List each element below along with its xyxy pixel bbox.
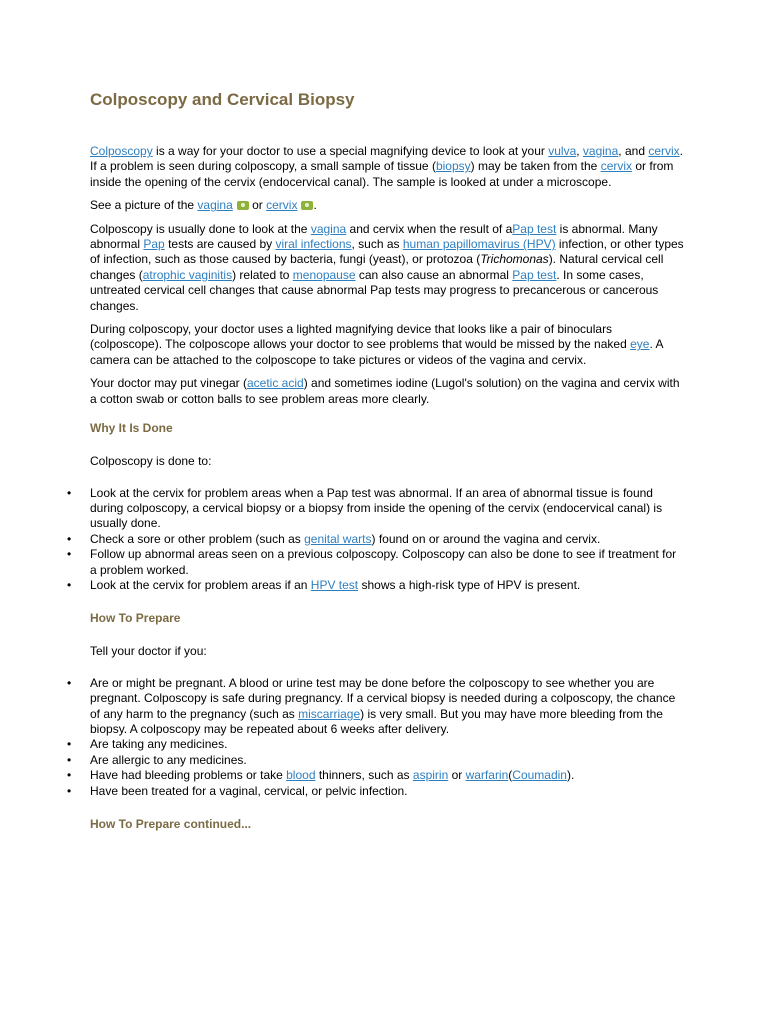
list-item: • Are allergic to any medicines. <box>90 753 686 768</box>
link-vulva[interactable]: vulva <box>548 144 577 158</box>
link-atrophic-vaginitis[interactable]: atrophic vaginitis <box>142 267 233 282</box>
link-viral-infections[interactable]: viral infections <box>275 237 352 252</box>
link-cervix[interactable]: cervix <box>648 144 680 158</box>
intro-paragraph: Colposcopy is a way for your doctor to use a special magnifying device to look at your vulva, vagina, and cervix. If a problem is seen during colposcopy, a small sample of tissue (biopsy) may be taken from the cervix or from inside the opening of the cervix (endocervical canal). The sample is looked at under a microscope. <box>90 144 684 189</box>
link-biopsy[interactable]: biopsy <box>435 159 471 174</box>
colposcope-paragraph: During colposcopy, your doctor uses a lighted magnifying device that looks like a pair of binoculars (colposcope). The colposcope allows your doctor to see problems that would be missed by the naked eye. A camera can be attached to the colposcope to take pictures or videos of the vagina and cervix. <box>90 322 663 367</box>
link-coumadin[interactable]: Coumadin <box>512 768 567 783</box>
section-heading-continued: How To Prepare continued... <box>90 817 252 831</box>
why-list <box>90 486 686 594</box>
link-hpv-test[interactable]: HPV test <box>310 577 359 592</box>
link-hpv[interactable]: human papillomavirus (HPV) <box>402 237 556 252</box>
camera-icon[interactable] <box>301 201 313 210</box>
link-vagina-picture[interactable]: vagina <box>197 198 233 213</box>
section-heading-prepare: How To Prepare <box>90 611 181 626</box>
list-item: • Are or might be pregnant. A blood or urine test may be done before the colposcopy to see whether you are pregnant. Colposcopy is safe during pregnancy. If a cervical biopsy is needed during a colposcopy, the chance of any harm to the pregnancy (such as miscarriage) is very small. But you may have more bleeding from the biopsy. A colposcopy may be repeated about 6 weeks after delivery. <box>90 676 686 738</box>
section-heading-why: Why It Is Done <box>90 421 173 436</box>
prepare-lead: Tell your doctor if you: <box>90 644 207 659</box>
link-genital-warts[interactable]: genital warts <box>304 531 372 546</box>
list-item: • Have been treated for a vaginal, cervical, or pelvic infection. <box>90 784 686 799</box>
link-acetic-acid[interactable]: acetic acid <box>246 376 304 391</box>
link-pap[interactable]: Pap <box>143 237 165 252</box>
link-pap-test[interactable]: Pap test <box>512 221 557 236</box>
link-miscarriage[interactable]: miscarriage <box>298 706 361 721</box>
why-lead: Colposcopy is done to: <box>90 454 212 469</box>
list-item: • Follow up abnormal areas seen on a previous colposcopy. Colposcopy can also be done to see if treatment for a problem worked. <box>90 547 686 578</box>
link-vagina-3[interactable]: vagina <box>310 221 347 236</box>
list-item: • Check a sore or other problem (such as genital warts) found on or around the vagina and cervix. <box>90 532 686 547</box>
prepare-list <box>90 676 686 799</box>
link-pap-test-2[interactable]: Pap test <box>512 267 557 282</box>
link-blood[interactable]: blood <box>286 768 316 783</box>
link-eye[interactable]: eye <box>630 337 650 352</box>
link-cervix-2[interactable]: cervix <box>600 159 633 174</box>
reasons-paragraph: Colposcopy is usually done to look at the vagina and cervix when the result of aPap test is abnormal. Many abnormal Pap tests are caused by viral infections, such as human papillomavirus (HPV) infection, or other types of infection, such as those caused by bacteria, fungi (yeast), or protozoa (Trichomonas). Natural cervical cell changes (atrophic vaginitis) related to menopause can also cause an abnormal Pap test. In some cases, untreated cervical cell changes that cause abnormal Pap tests may progress to precancerous or cancerous changes. <box>90 221 684 313</box>
list-item: • Are taking any medicines. <box>90 737 686 752</box>
link-cervix-picture[interactable]: cervix <box>266 198 298 213</box>
link-warfarin[interactable]: warfarin <box>465 768 509 783</box>
list-item: • Look at the cervix for problem areas when a Pap test was abnormal. If an area of abnormal tissue is found during colposcopy, a cervical biopsy or a biopsy from inside the opening of the cervix (endocervical canal) is usually done. <box>90 486 686 532</box>
article <box>90 90 686 850</box>
picture-paragraph: See a picture of the vagina or cervix . <box>90 198 317 213</box>
list-item: • Look at the cervix for problem areas if an HPV test shows a high-risk type of HPV is present. <box>90 578 686 593</box>
vinegar-paragraph: Your doctor may put vinegar (acetic acid) and sometimes iodine (Lugol's solution) on the vagina and cervix with a cotton swab or cotton balls to see problem areas more clearly. <box>90 376 680 406</box>
link-vagina[interactable]: vagina <box>582 144 619 158</box>
link-menopause[interactable]: menopause <box>292 267 356 282</box>
link-colposcopy[interactable]: Colposcopy <box>90 144 153 158</box>
camera-icon[interactable] <box>237 201 249 210</box>
link-aspirin[interactable]: aspirin <box>412 768 449 783</box>
page-title: Colposcopy and Cervical Biopsy <box>90 90 355 109</box>
list-item: • Have had bleeding problems or take blood thinners, such as aspirin or warfarin(Coumadin). <box>90 768 686 783</box>
